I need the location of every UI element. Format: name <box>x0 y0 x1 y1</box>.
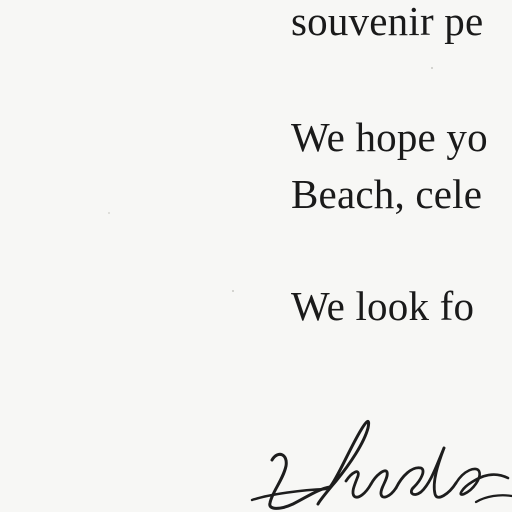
letter-line-3: Beach, cele <box>291 171 483 217</box>
paper-speck <box>431 67 433 69</box>
paper-speck <box>232 290 234 292</box>
letter-line-4: We look fo <box>291 283 475 329</box>
letter-line-2: We hope yo <box>291 114 488 160</box>
handwritten-signature <box>250 410 512 512</box>
paper-speck <box>108 212 110 214</box>
letter-line-1: souvenir pe <box>291 0 484 44</box>
